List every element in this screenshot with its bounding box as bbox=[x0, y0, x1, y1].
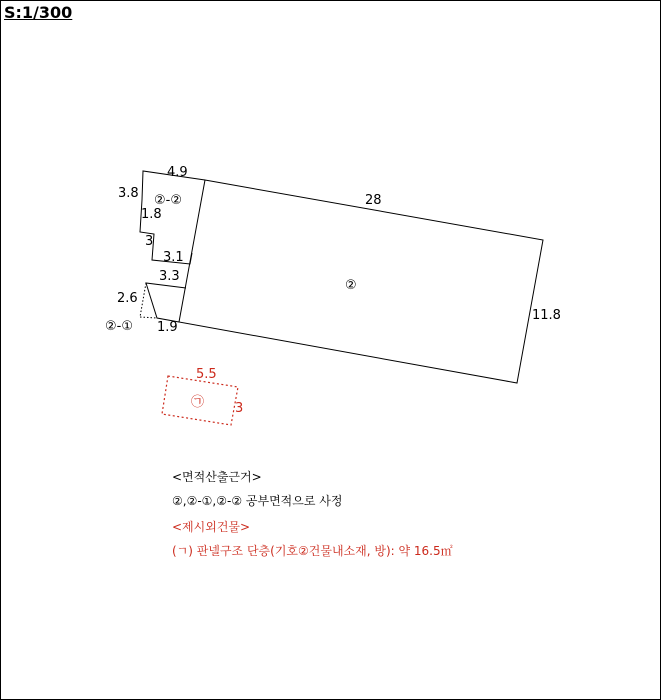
excluded-building-text: (ㄱ) 판넬구조 단층(기호②건물내소재, 방): 약 16.5㎡ bbox=[172, 544, 453, 558]
dim-right-118: 11.8 bbox=[532, 308, 561, 323]
dim-top-width: 4.9 bbox=[167, 165, 188, 180]
parcel-2-label: ② bbox=[345, 278, 357, 293]
parcel-2-1-dotted-edge bbox=[140, 283, 146, 317]
dim-26: 2.6 bbox=[117, 291, 138, 306]
dim-31: 3.1 bbox=[163, 250, 184, 265]
parcel-2-2-label: ②-② bbox=[154, 193, 182, 208]
dim-main-top: 28 bbox=[365, 193, 382, 208]
excluded-building-title: <제시외건물> bbox=[172, 520, 251, 534]
building-width-label: 5.5 bbox=[196, 367, 217, 382]
parcel-2-outline bbox=[179, 180, 543, 383]
dim-3: 3 bbox=[145, 234, 154, 249]
area-basis-text: ②,②-①,②-② 공부면적으로 사정 bbox=[172, 494, 343, 508]
dim-19: 1.9 bbox=[157, 320, 178, 335]
dim-left-38: 3.8 bbox=[118, 186, 139, 201]
parcel-2-1-label: ②-① bbox=[105, 319, 133, 334]
building-depth-label: 3 bbox=[235, 401, 244, 416]
area-basis-title: <면적산출근거> bbox=[172, 470, 262, 484]
parcel-2-1-dotted-base bbox=[140, 317, 157, 318]
scale-label: S:1/300 bbox=[4, 3, 73, 22]
dim-18: 1.8 bbox=[141, 207, 162, 222]
dim-33: 3.3 bbox=[159, 269, 180, 284]
building-symbol: ㉠ bbox=[191, 395, 205, 410]
